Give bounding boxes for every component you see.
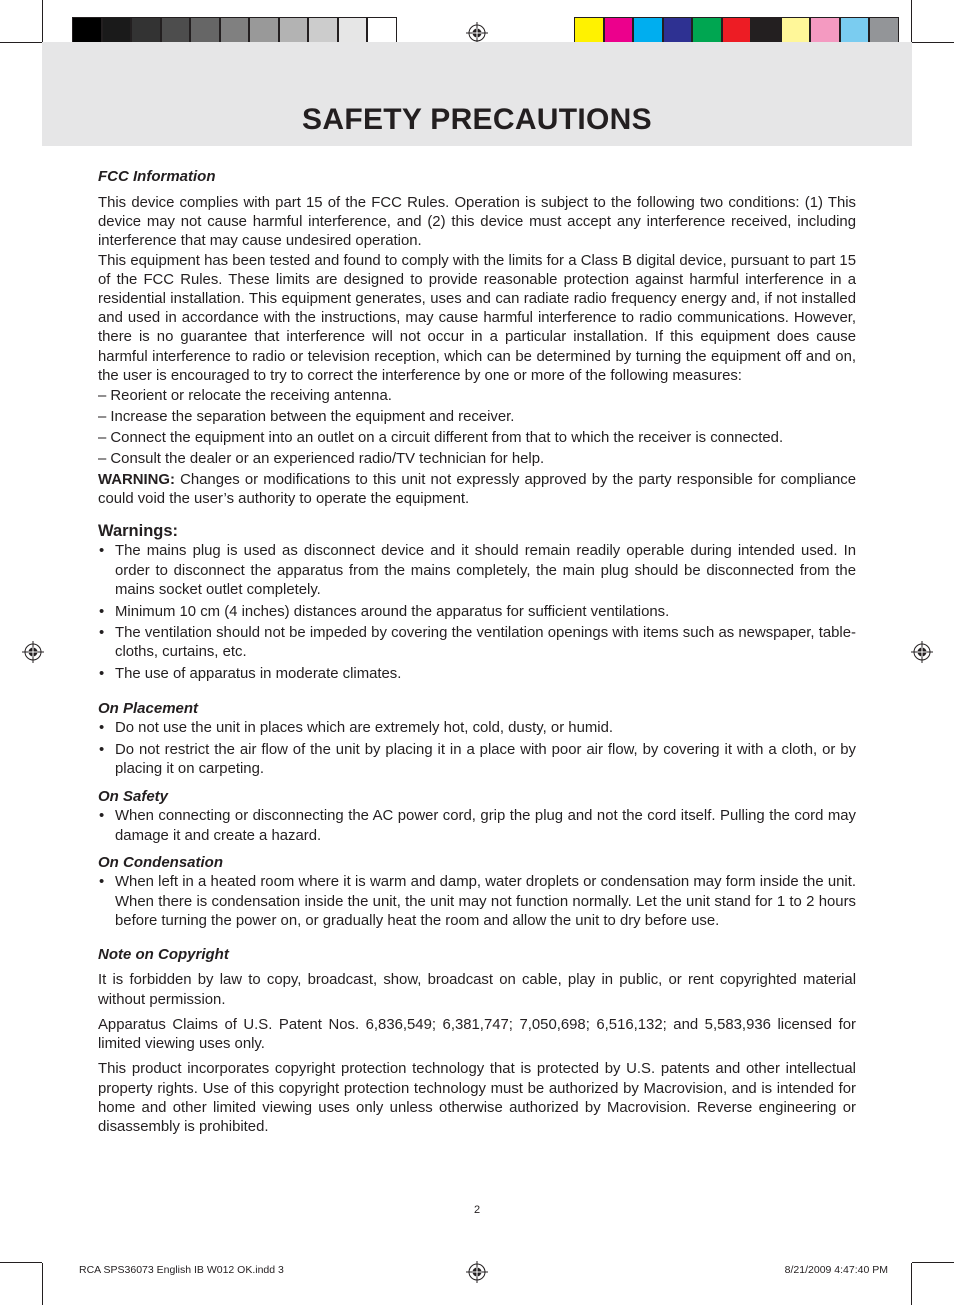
copyright-paragraph-3: This product incorporates copyright protection technology that is protected by U.S. patents and other intellectual property rights. Use of this copyright protection technology must be authorized by Macrovision, and is intended for home and other limited viewing uses only unless otherwise authorized by Macrovision. Reverse engineering or disassembly is prohibited. xyxy=(98,1061,856,1135)
registration-mark-icon xyxy=(466,22,488,44)
registration-mark-icon xyxy=(22,641,44,663)
fcc-paragraph-2: This equipment has been tested and found to comply with the limits for a Class B digital device, pursuant to part 15 of the FCC Rules. These limits are designed to provide reasonable protection against harmful interference in a residential installation. This equipment generates, uses and can radiate radio frequency energy and, if not installed and used in accordance with the instructions, may cause harmful interference to radio communications. However, there is no guarantee that interference will not occur in a particular installation. If this equipment does cause harmful interference to radio or television reception, which can be determined by turning the equipment off and on, the user is encouraged to try to correct the interference by one or more of the following measures: xyxy=(98,252,856,384)
registration-mark-icon xyxy=(911,641,933,663)
fcc-measure: – Connect the equipment into an outlet on a circuit different from that to which the receiver is connected. xyxy=(98,430,784,447)
main-content xyxy=(98,166,856,1137)
crop-mark xyxy=(42,0,43,42)
list-item: • Do not restrict the air flow of the unit by placing it in a place with poor air flow, by covering it with a cloth, or by placing it on carpeting. xyxy=(98,741,856,779)
copyright-paragraph-2: Apparatus Claims of U.S. Patent Nos. 6,836,549; 6,381,747; 7,050,698; 6,516,132; and 5,583,936 licensed for limited viewing uses only. xyxy=(98,1016,856,1053)
list-item: • When left in a heated room where it is warm and damp, water droplets or condensation may form inside the unit. When there is condensation inside the unit, the unit may not function normally. Let the unit stand for 1 to 2 hours before turning the power on, or gradually heat the room and allow the unit to dry before use. xyxy=(98,873,856,931)
list-item: • The mains plug is used as disconnect device and it should remain readily operable during intended used. In order to disconnect the apparatus from the mains completely, the main plug should be disconnected from the mains socket outlet completely. xyxy=(98,542,856,600)
crop-mark xyxy=(911,0,912,42)
crop-mark xyxy=(912,42,954,43)
fcc-heading: FCC Information xyxy=(98,168,216,185)
fcc-paragraph-1: This device complies with part 15 of the FCC Rules. Operation is subject to the following two conditions: (1) This device may not cause harmful interference, and (2) this device must accept any interference received, including interference that may cause undesired operation. xyxy=(98,195,856,250)
fcc-warning xyxy=(98,471,856,509)
placement-list xyxy=(98,719,856,779)
fcc-measure: – Reorient or relocate the receiving antenna. xyxy=(98,388,392,405)
crop-mark xyxy=(911,1263,912,1305)
condensation-heading: On Condensation xyxy=(98,854,223,872)
warnings-list xyxy=(98,542,856,684)
copyright-heading: Note on Copyright xyxy=(98,946,229,964)
condensation-list xyxy=(98,873,856,931)
fcc-measure: – Consult the dealer or an experienced radio/TV technician for help. xyxy=(98,451,545,468)
safety-heading: On Safety xyxy=(98,788,169,806)
title-banner xyxy=(42,42,912,146)
list-item: • When connecting or disconnecting the AC power cord, grip the plug and not the cord itself. Pulling the cord may damage it and create a hazard. xyxy=(98,807,856,845)
list-item: • Do not use the unit in places which are extremely hot, cold, dusty, or humid. xyxy=(98,719,856,738)
fcc-measure: – Increase the separation between the equipment and receiver. xyxy=(98,409,515,426)
warnings-heading: Warnings: xyxy=(98,522,179,541)
crop-mark xyxy=(0,1262,42,1263)
footer-timestamp: 8/21/2009 4:47:40 PM xyxy=(784,1264,888,1276)
crop-mark xyxy=(912,1262,954,1263)
list-item: • Minimum 10 cm (4 inches) distances around the apparatus for sufficient ventilations. xyxy=(98,603,856,622)
warning-text: Changes or modifications to this unit not expressly approved by the party responsible for compliance could void the user’s authority to operate the equipment. xyxy=(98,472,856,508)
list-item: • The ventilation should not be impeded by covering the ventilation openings with items such as newspaper, table-cloths, curtains, etc. xyxy=(98,624,856,662)
registration-mark-icon xyxy=(466,1261,488,1283)
placement-heading: On Placement xyxy=(98,699,199,717)
warning-label: WARNING: xyxy=(98,472,175,489)
footer-filename: RCA SPS36073 English IB W012 OK.indd 3 xyxy=(79,1264,284,1276)
safety-list xyxy=(98,807,856,845)
page-number: 2 xyxy=(473,1204,481,1216)
list-item: • The use of apparatus in moderate climates. xyxy=(98,665,856,684)
page-title: SAFETY PRECAUTIONS xyxy=(302,103,652,136)
crop-mark xyxy=(0,42,42,43)
copyright-paragraph-1: It is forbidden by law to copy, broadcast, show, broadcast on cable, play in public, or rent copyrighted material without permission. xyxy=(98,972,856,1008)
crop-mark xyxy=(42,1263,43,1305)
